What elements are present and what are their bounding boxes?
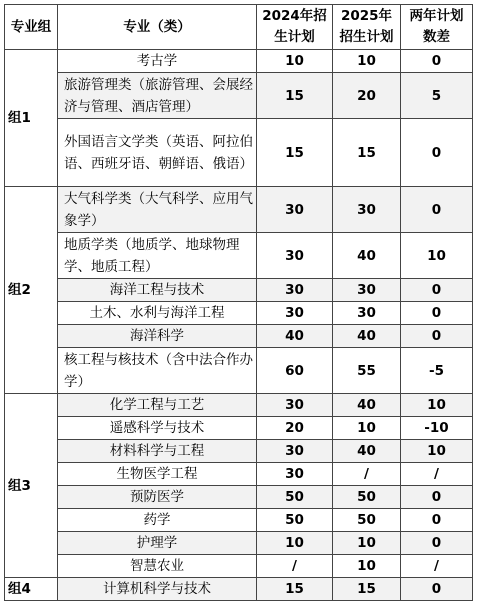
major-cell: 预防医学 bbox=[58, 486, 257, 509]
plan-2025-cell: 15 bbox=[333, 578, 401, 601]
major-cell: 遥感科学与技术 bbox=[58, 417, 257, 440]
plan-2024-cell: 30 bbox=[257, 302, 333, 325]
plan-2025-cell: 50 bbox=[333, 486, 401, 509]
plan-2024-cell: 30 bbox=[257, 440, 333, 463]
plan-diff-cell: 0 bbox=[401, 486, 473, 509]
plan-2024-cell: 10 bbox=[257, 532, 333, 555]
table-body bbox=[5, 50, 473, 601]
table-row bbox=[5, 440, 473, 463]
table-row bbox=[5, 50, 473, 73]
plan-diff-cell: 10 bbox=[401, 394, 473, 417]
major-cell: 考古学 bbox=[58, 50, 257, 73]
table-row bbox=[5, 187, 473, 233]
plan-2025-cell: 15 bbox=[333, 119, 401, 187]
plan-2024-cell: 15 bbox=[257, 578, 333, 601]
header-plan-diff: 两年计划数差 bbox=[401, 5, 473, 50]
plan-2025-cell: 40 bbox=[333, 394, 401, 417]
table-row bbox=[5, 73, 473, 119]
plan-2024-cell: 20 bbox=[257, 417, 333, 440]
major-cell: 核工程与核技术（含中法合作办学） bbox=[58, 348, 257, 394]
plan-diff-cell: 0 bbox=[401, 578, 473, 601]
table-row bbox=[5, 532, 473, 555]
plan-2024-cell: 30 bbox=[257, 394, 333, 417]
plan-2024-cell: 30 bbox=[257, 463, 333, 486]
plan-2025-cell: 20 bbox=[333, 73, 401, 119]
group-cell: 组3 bbox=[5, 394, 58, 578]
major-cell: 护理学 bbox=[58, 532, 257, 555]
table-row bbox=[5, 578, 473, 601]
plan-2025-cell: 40 bbox=[333, 233, 401, 279]
table-row bbox=[5, 463, 473, 486]
header-row bbox=[5, 5, 473, 50]
plan-2024-cell: 50 bbox=[257, 509, 333, 532]
group-cell: 组2 bbox=[5, 187, 58, 394]
plan-diff-cell: 0 bbox=[401, 302, 473, 325]
header-plan-2025: 2025年招生计划 bbox=[333, 5, 401, 50]
enrollment-plan-table bbox=[4, 4, 473, 601]
plan-diff-cell: 10 bbox=[401, 440, 473, 463]
plan-diff-cell: 5 bbox=[401, 73, 473, 119]
plan-2025-cell: / bbox=[333, 463, 401, 486]
plan-2025-cell: 10 bbox=[333, 555, 401, 578]
plan-diff-cell: / bbox=[401, 463, 473, 486]
plan-2024-cell: 40 bbox=[257, 325, 333, 348]
table-row bbox=[5, 555, 473, 578]
plan-2024-cell: 30 bbox=[257, 279, 333, 302]
plan-2025-cell: 30 bbox=[333, 302, 401, 325]
plan-diff-cell: -10 bbox=[401, 417, 473, 440]
plan-diff-cell: 0 bbox=[401, 279, 473, 302]
plan-2025-cell: 10 bbox=[333, 417, 401, 440]
table-row bbox=[5, 302, 473, 325]
major-cell: 化学工程与工艺 bbox=[58, 394, 257, 417]
major-cell: 地质学类（地质学、地球物理学、地质工程） bbox=[58, 233, 257, 279]
plan-diff-cell: 0 bbox=[401, 509, 473, 532]
table-row bbox=[5, 417, 473, 440]
table-row bbox=[5, 325, 473, 348]
table-row bbox=[5, 233, 473, 279]
table-row bbox=[5, 279, 473, 302]
plan-diff-cell: 0 bbox=[401, 187, 473, 233]
major-cell: 土木、水利与海洋工程 bbox=[58, 302, 257, 325]
plan-2025-cell: 30 bbox=[333, 187, 401, 233]
plan-2025-cell: 10 bbox=[333, 532, 401, 555]
header-plan-2024: 2024年招生计划 bbox=[257, 5, 333, 50]
table-row bbox=[5, 486, 473, 509]
major-cell: 材料科学与工程 bbox=[58, 440, 257, 463]
plan-diff-cell: -5 bbox=[401, 348, 473, 394]
plan-2024-cell: 30 bbox=[257, 233, 333, 279]
plan-diff-cell: 0 bbox=[401, 50, 473, 73]
major-cell: 海洋科学 bbox=[58, 325, 257, 348]
major-cell: 旅游管理类（旅游管理、会展经济与管理、酒店管理） bbox=[58, 73, 257, 119]
table-row bbox=[5, 119, 473, 187]
plan-2025-cell: 10 bbox=[333, 50, 401, 73]
plan-2024-cell: 30 bbox=[257, 187, 333, 233]
plan-2024-cell: 10 bbox=[257, 50, 333, 73]
group-cell: 组1 bbox=[5, 50, 58, 187]
plan-2024-cell: / bbox=[257, 555, 333, 578]
plan-2025-cell: 30 bbox=[333, 279, 401, 302]
major-cell: 外国语言文学类（英语、阿拉伯语、西班牙语、朝鲜语、俄语） bbox=[58, 119, 257, 187]
plan-2024-cell: 15 bbox=[257, 73, 333, 119]
table-row bbox=[5, 394, 473, 417]
group-cell: 组4 bbox=[5, 578, 58, 601]
major-cell: 药学 bbox=[58, 509, 257, 532]
plan-diff-cell: 0 bbox=[401, 119, 473, 187]
plan-2024-cell: 50 bbox=[257, 486, 333, 509]
major-cell: 计算机科学与技术 bbox=[58, 578, 257, 601]
plan-diff-cell: 0 bbox=[401, 532, 473, 555]
plan-2025-cell: 55 bbox=[333, 348, 401, 394]
major-cell: 生物医学工程 bbox=[58, 463, 257, 486]
table-header bbox=[5, 5, 473, 50]
plan-2025-cell: 40 bbox=[333, 440, 401, 463]
major-cell: 智慧农业 bbox=[58, 555, 257, 578]
plan-2024-cell: 15 bbox=[257, 119, 333, 187]
plan-diff-cell: 10 bbox=[401, 233, 473, 279]
plan-2025-cell: 40 bbox=[333, 325, 401, 348]
major-cell: 海洋工程与技术 bbox=[58, 279, 257, 302]
table-row bbox=[5, 348, 473, 394]
table-row bbox=[5, 509, 473, 532]
header-major: 专业（类） bbox=[58, 5, 257, 50]
major-cell: 大气科学类（大气科学、应用气象学） bbox=[58, 187, 257, 233]
header-group: 专业组 bbox=[5, 5, 58, 50]
plan-diff-cell: 0 bbox=[401, 325, 473, 348]
plan-2025-cell: 50 bbox=[333, 509, 401, 532]
plan-2024-cell: 60 bbox=[257, 348, 333, 394]
plan-diff-cell: / bbox=[401, 555, 473, 578]
